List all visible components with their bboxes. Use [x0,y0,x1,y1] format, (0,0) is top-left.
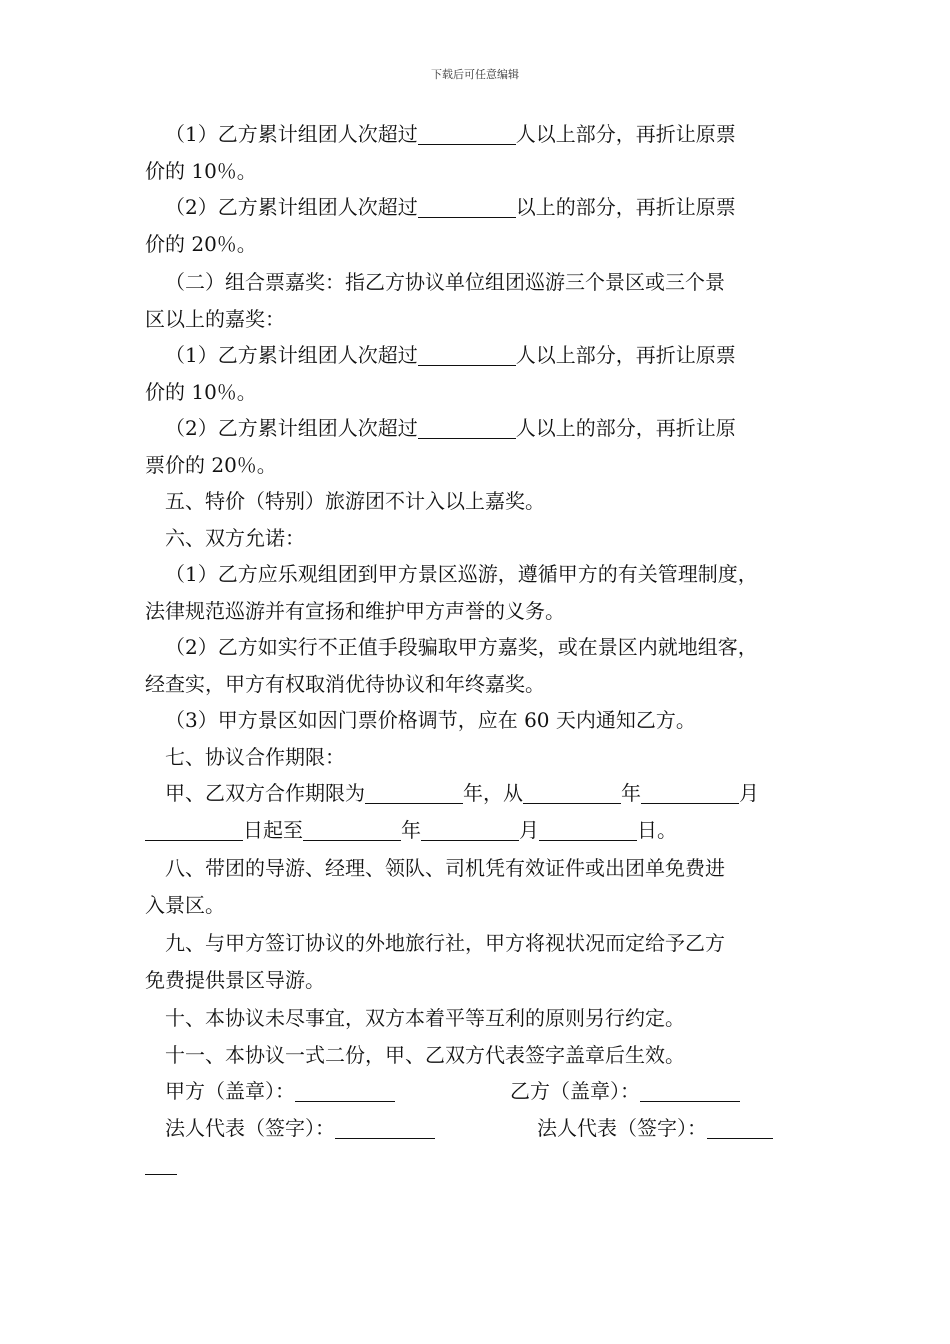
signature-blank [295,1079,395,1102]
clause-line: （2）乙方如实行不正值手段骗取甲方嘉奖，或在景区内就地组客， [165,635,758,659]
fill-in-blank [365,781,463,804]
signature-blank [335,1116,435,1139]
fill-in-blank [418,122,516,145]
fill-in-blank [641,781,739,804]
clause-line: 入景区。 [145,892,225,917]
clause-line: 价的 20％。 [145,231,257,256]
clause-line: 九、与甲方签订协议的外地旅行社，甲方将视状况而定给予乙方 [165,931,725,955]
signature-blank [145,1152,177,1175]
term-line: 甲、乙双方合作期限为 年，从 年 月 [165,781,759,805]
fill-in-blank [418,416,516,439]
clause-line: 七、协议合作期限： [165,744,345,769]
clause-line: 价的 10％。 [145,158,257,183]
party-a-rep: 法人代表（签字）： [145,1110,537,1147]
fill-in-blank [418,343,516,366]
party-b-rep: 法人代表（签字）： [537,1110,773,1147]
fill-in-blank [145,818,243,841]
signature-row-seal [145,1073,810,1110]
clause-line: 法律规范巡游并有宣扬和维护甲方声誉的义务。 [145,598,565,623]
signature-blank [707,1116,773,1139]
clause-line: 五、特价（特别）旅游团不计入以上嘉奖。 [165,489,545,513]
fill-in-blank [421,818,519,841]
term-line: 日起至 年 月 日。 [145,812,810,849]
clause-line: 十一、本协议一式二份，甲、乙双方代表签字盖章后生效。 [165,1042,685,1067]
clause-line: 十、本协议未尽事宜，双方本着平等互利的原则另行约定。 [165,1006,685,1030]
clause-line: （1）乙方应乐观组团到甲方景区巡游，遵循甲方的有关管理制度， [165,562,758,586]
party-a-seal: 甲方（盖章）： [145,1073,510,1110]
clause-line: 区以上的嘉奖： [145,306,285,331]
clause-line: 票价的 20％。 [145,452,277,477]
signature-blank [640,1079,740,1102]
fill-in-blank [303,818,401,841]
clause-line: （2）乙方累计组团人次超过 人以上的部分，再折让原 [165,416,736,440]
clause-line: 价的 10％。 [145,379,257,404]
page-header: 下载后可任意编辑 [431,68,519,81]
clause-line: （1）乙方累计组团人次超过 人以上部分，再折让原票 [165,122,736,146]
clause-line: （二）组合票嘉奖：指乙方协议单位组团巡游三个景区或三个景 [165,270,725,294]
signature-row-rep [145,1110,810,1147]
clause-line: （2）乙方累计组团人次超过 以上的部分，再折让原票 [165,195,736,219]
clause-line: （3）甲方景区如因门票价格调节，应在 60 天内通知乙方。 [165,708,696,732]
clause-line: 八、带团的导游、经理、领队、司机凭有效证件或出团单免费进 [165,856,725,880]
fill-in-blank [539,818,637,841]
party-b-seal: 乙方（盖章）： [510,1073,740,1110]
clause-line: （1）乙方累计组团人次超过 人以上部分，再折让原票 [165,343,736,367]
document-body [145,116,810,1183]
clause-line: 经查实，甲方有权取消优待协议和年终嘉奖。 [145,671,545,696]
clause-line: 六、双方允诺： [165,525,305,550]
fill-in-blank [418,195,516,218]
clause-line: 免费提供景区导游。 [145,967,325,992]
fill-in-blank [523,781,621,804]
signature-blank-continued [145,1146,810,1183]
